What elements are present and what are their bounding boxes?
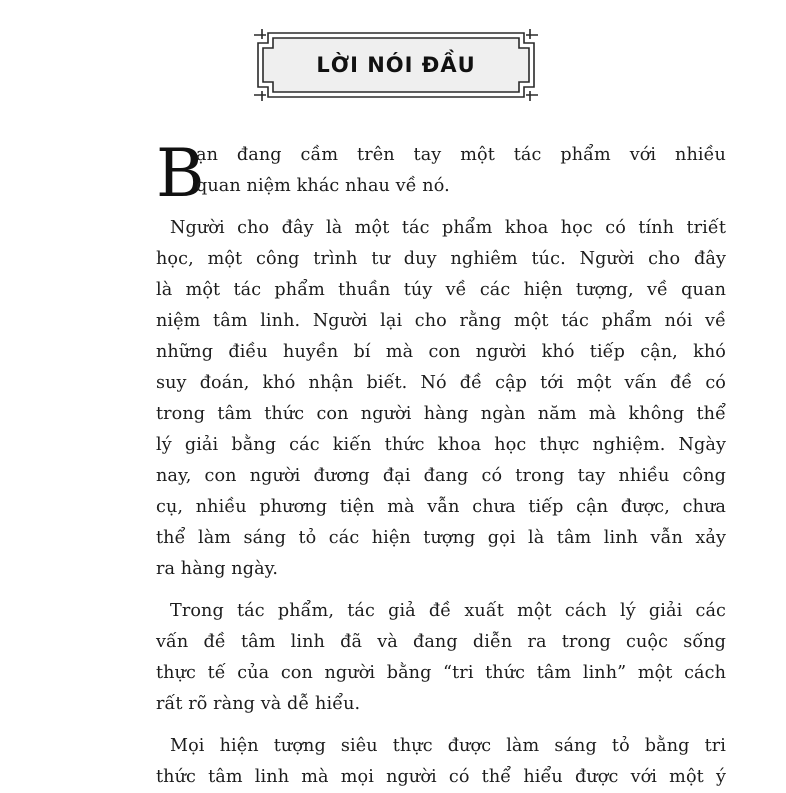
text-line: rất rõ ràng và dễ hiểu.	[156, 694, 361, 714]
text-line: thể làm sáng tỏ các hiện tượng gọi là tâm linh vẫn xảy	[156, 528, 726, 548]
page-title: LỜI NÓI ĐẦU	[316, 53, 476, 77]
chapter-title-banner	[250, 25, 542, 105]
text-line: suy đoán, khó nhận biết. Nó đề cập tới một vấn đề có	[156, 373, 726, 393]
text-line: những điều huyền bí mà con người khó tiếp cận, khó	[156, 342, 726, 362]
text-line: thức tâm linh mà mọi người có thể hiểu được với một ý	[156, 767, 726, 787]
text-line: vấn đề tâm linh đã và đang diễn ra trong cuộc sống	[156, 632, 726, 652]
text-line: quan niệm khác nhau về nó.	[196, 176, 450, 196]
text-line: ra hàng ngày.	[156, 559, 279, 579]
text-line: là một tác phẩm thuần túy về các hiện tượng, về quan	[156, 280, 726, 300]
text-line: Trong tác phẩm, tác giả đề xuất một cách lý giải các	[170, 601, 726, 621]
text-line: ạn đang cầm trên tay một tác phẩm với nhiều	[196, 145, 726, 165]
text-line: thực tế của con người bằng “tri thức tâm linh” một cách	[156, 663, 726, 683]
drop-cap-letter: B	[156, 135, 205, 212]
intro-paragraph	[156, 140, 726, 202]
text-line: học, một công trình tư duy nghiêm túc. Người cho đây	[156, 249, 726, 269]
text-line: Mọi hiện tượng siêu thực được làm sáng tỏ bằng tri	[170, 736, 726, 756]
paragraph	[156, 596, 726, 720]
paragraph	[156, 731, 726, 793]
text-line: nay, con người đương đại đang có trong tay nhiều công	[156, 466, 726, 486]
text-line: niệm tâm linh. Người lại cho rằng một tác phẩm nói về	[156, 311, 726, 331]
text-line: Người cho đây là một tác phẩm khoa học có tính triết	[170, 218, 726, 238]
paragraph	[156, 213, 726, 585]
text-line: lý giải bằng các kiến thức khoa học thực nghiệm. Ngày	[156, 435, 726, 455]
text-line: cụ, nhiều phương tiện mà vẫn chưa tiếp cận được, chưa	[156, 497, 726, 517]
text-line: trong tâm thức con người hàng ngàn năm mà không thể	[156, 404, 726, 424]
body-text	[156, 135, 726, 793]
